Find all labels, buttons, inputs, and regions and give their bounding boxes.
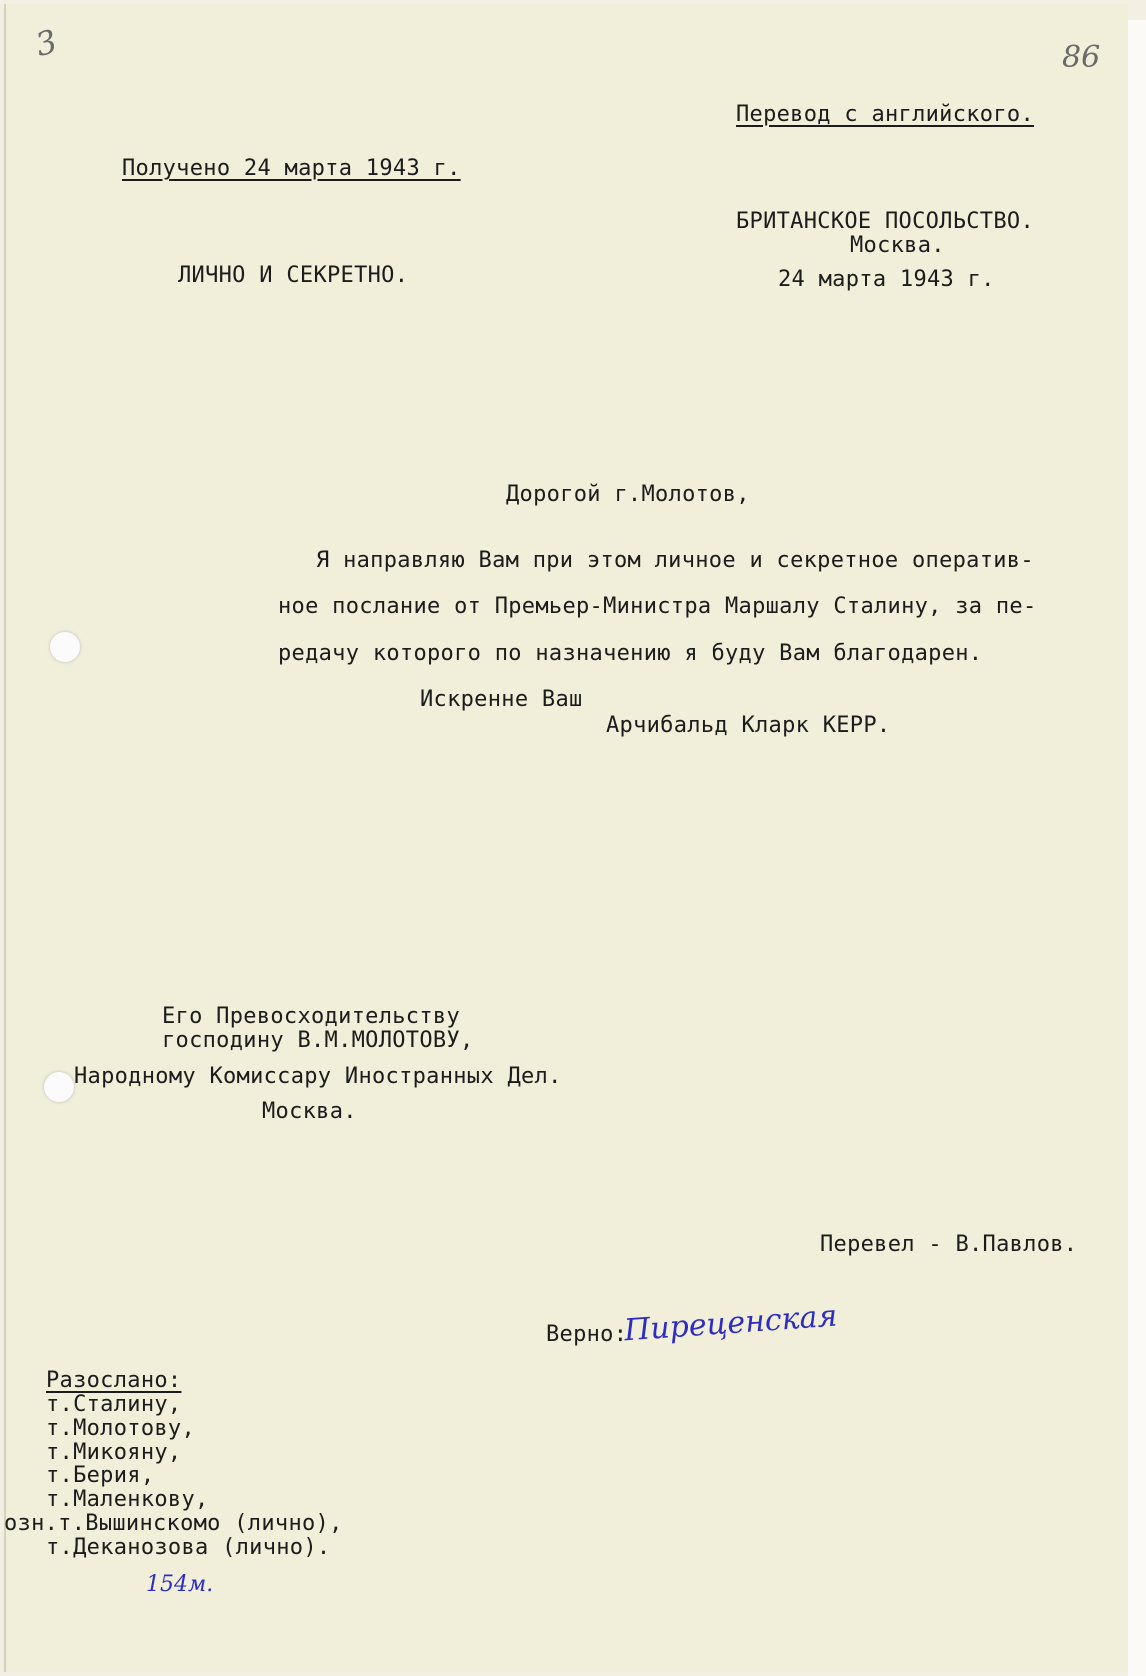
- distribution-recipient: т.Деканозова (лично).: [46, 1535, 331, 1560]
- handwritten-note: 154м.: [146, 1572, 214, 1597]
- punch-hole: [44, 1072, 74, 1102]
- distribution-recipient: т.Молотову,: [46, 1416, 195, 1441]
- certification-label: Верно:: [546, 1322, 628, 1347]
- received-date: Получено 24 марта 1943 г.: [122, 156, 461, 181]
- distribution-title: Разослано:: [46, 1368, 182, 1393]
- distribution-recipient: т.Микояну,: [46, 1440, 182, 1465]
- distribution-recipient: т.Маленкову,: [46, 1487, 209, 1512]
- addressee-line: господину В.М.МОЛОТОВУ,: [162, 1028, 474, 1053]
- sender-signature: Арчибальд Кларк КЕРР.: [606, 713, 891, 738]
- distribution-recipient: т.Сталину,: [46, 1392, 182, 1417]
- letter-date: 24 марта 1943 г.: [778, 267, 995, 292]
- body-line: ное послание от Премьер-Министра Маршалу Сталину, за пе-: [278, 594, 1037, 619]
- addressee-line: Москва.: [262, 1099, 357, 1124]
- classification: ЛИЧНО И СЕКРЕТНО.: [178, 263, 409, 288]
- paper-edge: [1128, 20, 1146, 1676]
- addressee-line: Его Превосходительству: [162, 1004, 460, 1029]
- punch-hole: [50, 632, 80, 662]
- archive-folder-mark: 3: [31, 22, 61, 64]
- embassy-city: Москва.: [850, 233, 945, 258]
- salutation: Дорогой г.Молотов,: [506, 482, 750, 507]
- distribution-recipient: т.Берия,: [46, 1463, 155, 1488]
- distribution-recipient: озн.т.Вышинскомо (лично),: [4, 1511, 343, 1536]
- translator-line: Перевел - В.Павлов.: [820, 1232, 1078, 1257]
- body-line: редачу которого по назначению я буду Вам благодарен.: [278, 641, 983, 666]
- archive-page-number: 86: [1062, 40, 1101, 75]
- body-line: Я направляю Вам при этом личное и секретное оператив-: [316, 548, 1034, 573]
- addressee-line: Народному Комиссару Иностранных Дел.: [74, 1064, 562, 1089]
- closing: Искренне Ваш: [420, 687, 583, 712]
- embassy-name: БРИТАНСКОЕ ПОСОЛЬСТВО.: [736, 209, 1034, 234]
- translation-note: Перевод с английского.: [736, 102, 1034, 127]
- certification-signature: Пиреценская: [623, 1298, 839, 1349]
